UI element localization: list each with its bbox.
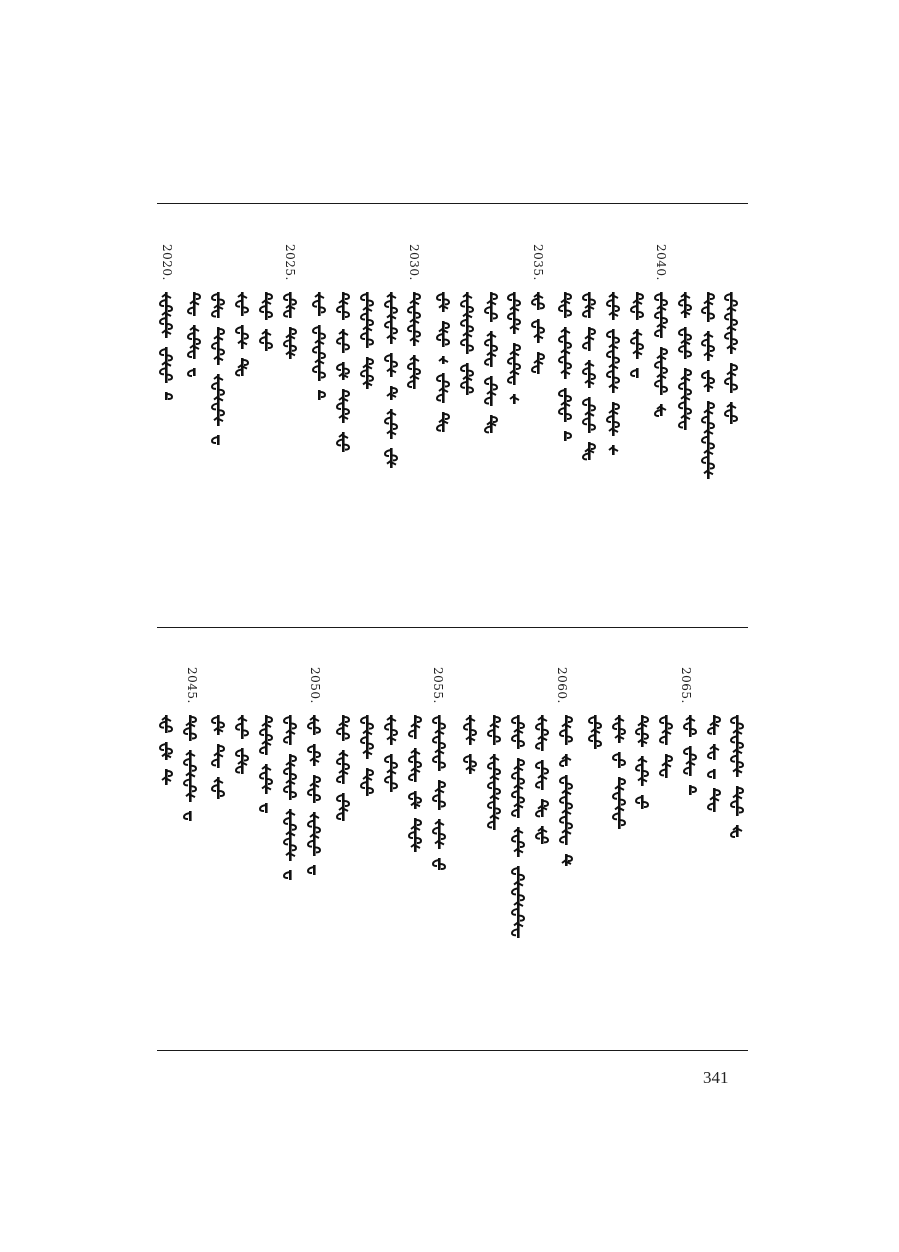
script-word	[607, 402, 619, 436]
script-word	[559, 292, 571, 318]
script-column	[658, 715, 674, 782]
script-word	[385, 754, 397, 792]
script-word	[461, 363, 473, 395]
script-word	[236, 292, 248, 316]
script-word	[212, 327, 224, 365]
script-word	[260, 764, 272, 794]
script-column	[557, 292, 573, 445]
script-word	[236, 748, 248, 774]
script-word	[583, 327, 595, 351]
script-word	[433, 780, 445, 810]
script-word	[409, 791, 421, 809]
script-word	[536, 799, 548, 817]
script-word	[308, 775, 320, 803]
script-word	[188, 292, 200, 316]
script-word	[684, 746, 696, 776]
script-word	[725, 292, 737, 354]
script-word	[433, 819, 445, 849]
script-word	[433, 715, 445, 771]
script-word	[613, 752, 625, 768]
script-word	[313, 292, 325, 316]
script-word	[464, 715, 476, 745]
script-word	[512, 866, 524, 938]
script-word	[337, 793, 349, 821]
script-word	[188, 368, 196, 376]
script-word	[510, 394, 519, 404]
script-word	[461, 292, 473, 354]
script-column	[282, 715, 298, 884]
script-word	[439, 356, 448, 364]
script-word	[308, 744, 320, 766]
script-word	[160, 715, 172, 733]
script-word	[160, 347, 172, 383]
script-word	[731, 715, 743, 777]
script-word	[337, 389, 349, 423]
script-word	[485, 415, 497, 433]
script-word	[212, 374, 224, 426]
script-column	[677, 292, 693, 434]
line-number-2055: 2055.	[431, 667, 445, 704]
script-word	[260, 803, 268, 813]
script-word	[636, 715, 648, 747]
script-word	[536, 715, 548, 751]
script-word	[607, 292, 619, 320]
script-word	[532, 319, 544, 343]
script-word	[212, 292, 224, 318]
script-word	[583, 397, 595, 433]
script-word	[508, 292, 520, 334]
script-word	[679, 368, 691, 430]
script-word	[631, 368, 639, 378]
script-column	[435, 292, 451, 436]
script-word	[385, 409, 397, 439]
script-word	[165, 392, 172, 400]
script-word	[702, 331, 714, 361]
script-word	[660, 754, 672, 778]
script-word	[512, 758, 524, 818]
script-word	[184, 811, 192, 821]
script-column	[335, 715, 351, 825]
script-word	[679, 292, 691, 318]
script-word	[583, 360, 595, 388]
line-number-2065: 2065.	[679, 667, 693, 704]
script-word	[655, 292, 667, 338]
script-column	[234, 292, 250, 380]
script-word	[512, 715, 524, 749]
script-column	[682, 715, 698, 799]
script-column	[158, 715, 174, 789]
script-word	[655, 404, 666, 416]
script-word	[212, 744, 224, 768]
script-column	[431, 715, 447, 874]
script-column	[530, 292, 546, 378]
script-word	[212, 435, 220, 445]
script-word	[613, 715, 625, 743]
script-word	[559, 327, 571, 379]
script-column	[383, 292, 399, 472]
script-column	[462, 715, 478, 778]
script-word	[308, 812, 320, 856]
script-word	[679, 327, 691, 359]
script-column	[258, 715, 274, 817]
script-word	[636, 795, 648, 809]
script-word	[308, 865, 316, 875]
script-word	[184, 715, 196, 741]
script-column	[483, 292, 499, 437]
middle-rule	[157, 627, 748, 628]
script-column	[629, 292, 645, 382]
script-word	[636, 756, 648, 786]
script-word	[607, 329, 619, 393]
script-word	[313, 325, 325, 381]
script-word	[385, 292, 397, 344]
script-word	[385, 353, 397, 377]
line-number-2040: 2040.	[654, 244, 668, 281]
script-column	[506, 292, 522, 408]
line-number-2030: 2030.	[407, 244, 421, 281]
script-column	[558, 715, 574, 870]
script-word	[284, 292, 296, 318]
page-number: 341	[703, 1068, 729, 1087]
script-word	[337, 292, 349, 320]
script-column	[383, 715, 399, 796]
script-word	[409, 748, 421, 782]
script-word	[337, 715, 349, 741]
script-word	[708, 744, 719, 760]
script-column	[706, 715, 722, 816]
top-rule	[157, 203, 748, 204]
script-word	[583, 442, 595, 460]
script-word	[162, 769, 172, 785]
script-word	[408, 292, 420, 346]
script-word	[387, 386, 397, 400]
script-word	[708, 715, 720, 735]
script-word	[508, 343, 520, 385]
script-word	[284, 715, 296, 745]
script-word	[284, 870, 292, 880]
script-word	[236, 715, 248, 739]
script-column	[729, 715, 745, 841]
script-word	[702, 370, 714, 392]
script-column	[653, 292, 669, 420]
script-word	[613, 777, 625, 829]
script-word	[184, 750, 196, 802]
script-word	[631, 329, 643, 359]
script-word	[562, 854, 572, 866]
script-word	[464, 754, 476, 774]
script-word	[702, 292, 714, 322]
script-column	[587, 715, 603, 753]
script-column	[459, 292, 475, 399]
script-word	[409, 715, 421, 739]
script-word	[260, 329, 272, 351]
script-column	[723, 292, 739, 428]
line-number-2035: 2035.	[531, 244, 545, 281]
script-word	[284, 327, 296, 359]
script-word	[532, 292, 544, 310]
script-word	[560, 715, 572, 745]
script-column	[158, 292, 174, 404]
script-word	[583, 292, 595, 318]
script-word	[609, 445, 618, 455]
script-word	[361, 768, 373, 796]
script-word	[488, 754, 500, 830]
script-column	[306, 715, 322, 879]
script-word	[284, 809, 296, 861]
script-column	[234, 715, 250, 778]
script-word	[536, 826, 548, 844]
script-word	[560, 775, 572, 845]
script-word	[731, 825, 742, 837]
script-word	[488, 715, 500, 745]
script-word	[660, 715, 672, 745]
script-word	[385, 448, 397, 468]
script-word	[408, 355, 420, 389]
script-word	[437, 321, 449, 347]
line-number-2050: 2050.	[308, 667, 322, 704]
script-column	[534, 715, 550, 848]
script-word	[725, 363, 737, 393]
script-word	[512, 827, 524, 857]
script-word	[385, 715, 397, 745]
script-column	[407, 715, 423, 856]
script-word	[433, 858, 445, 870]
script-column	[182, 715, 198, 825]
script-word	[212, 777, 224, 799]
line-number-2025: 2025.	[283, 244, 297, 281]
line-number-2020: 2020.	[160, 244, 174, 281]
script-word	[308, 715, 320, 735]
script-word	[361, 715, 373, 759]
script-word	[260, 715, 272, 755]
script-column	[486, 715, 502, 834]
script-word	[337, 750, 349, 784]
script-word	[536, 760, 548, 790]
script-column	[282, 292, 298, 363]
script-word	[409, 818, 421, 852]
script-word	[725, 402, 737, 424]
script-word	[485, 376, 497, 406]
script-word	[236, 358, 248, 376]
script-word	[708, 769, 716, 779]
script-word	[689, 785, 696, 795]
script-word	[188, 325, 200, 359]
script-word	[236, 325, 248, 349]
script-column	[510, 715, 526, 942]
script-column	[700, 292, 716, 483]
script-column	[406, 292, 422, 393]
script-column	[611, 715, 627, 833]
script-word	[589, 715, 601, 749]
script-column	[634, 715, 650, 813]
script-word	[708, 788, 720, 812]
script-word	[160, 292, 172, 338]
script-word	[361, 357, 373, 389]
script-column	[311, 292, 327, 404]
script-column	[210, 715, 226, 803]
script-word	[318, 390, 325, 400]
bottom-rule	[157, 1050, 748, 1051]
script-word	[284, 754, 296, 800]
script-word	[702, 401, 714, 479]
script-column	[605, 292, 621, 459]
script-word	[361, 292, 373, 348]
line-number-2045: 2045.	[185, 667, 199, 704]
script-word	[260, 292, 272, 320]
script-word	[559, 388, 571, 422]
script-word	[655, 347, 667, 395]
script-word	[160, 742, 172, 760]
script-word	[212, 715, 224, 735]
script-word	[437, 412, 449, 432]
script-word	[437, 292, 449, 312]
script-word	[337, 329, 349, 353]
script-column	[581, 292, 597, 464]
script-word	[532, 352, 544, 374]
script-word	[631, 292, 643, 320]
script-word	[684, 715, 696, 737]
script-word	[485, 331, 497, 367]
script-column	[359, 292, 375, 393]
script-column	[335, 292, 351, 456]
script-column	[210, 292, 226, 449]
script-word	[485, 292, 497, 322]
script-word	[337, 432, 349, 452]
script-column	[258, 292, 274, 355]
script-word	[564, 431, 571, 441]
script-word	[560, 754, 571, 766]
script-word	[337, 362, 349, 380]
line-number-2060: 2060.	[555, 667, 569, 704]
script-column	[359, 715, 375, 800]
script-word	[437, 373, 449, 403]
script-column	[186, 292, 202, 380]
script-word	[731, 786, 743, 816]
